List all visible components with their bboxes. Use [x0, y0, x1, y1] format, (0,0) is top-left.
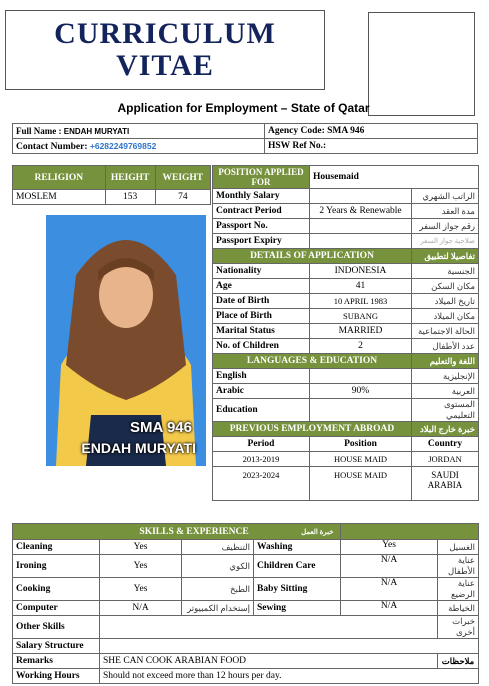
- contact-number: +6282249769852: [89, 140, 157, 151]
- weight-value: 74: [155, 190, 210, 205]
- language-ar: الإنجليزية: [412, 369, 479, 384]
- agency-code: Agency Code: SMA 946: [265, 124, 478, 139]
- salary-structure-label: Salary Structure: [13, 639, 100, 654]
- contract-period-label: Contract Period: [213, 204, 310, 219]
- working-hours-value: Should not exceed more than 12 hours per day.: [100, 669, 479, 684]
- language-label: Education: [213, 399, 310, 422]
- contract-period-ar: مدة العقد: [412, 204, 479, 219]
- skill-ar: الخياطة: [438, 601, 479, 616]
- info-table: [12, 123, 478, 154]
- skill-value: N/A: [341, 555, 438, 578]
- employment-country: JORDAN: [412, 452, 479, 467]
- skill-label: Ironing: [13, 555, 100, 578]
- detail-label: Nationality: [213, 264, 310, 279]
- detail-value: MARRIED: [310, 324, 412, 339]
- remarks-label: Remarks: [13, 654, 100, 669]
- employment-header: PREVIOUS EMPLOYMENT ABROAD: [213, 422, 412, 437]
- monthly-salary-ar: الراتب الشهري: [412, 189, 479, 204]
- height-value: 153: [105, 190, 155, 205]
- applicant-photo: [46, 215, 206, 466]
- detail-label: Marital Status: [213, 324, 310, 339]
- detail-label: Place of Birth: [213, 309, 310, 324]
- detail-ar: مكان الميلاد: [412, 309, 479, 324]
- language-value: 90%: [310, 384, 412, 399]
- detail-ar: الجنسية: [412, 264, 479, 279]
- full-name-cell: Full Name : ENDAH MURYATI: [13, 124, 265, 139]
- language-value: [310, 369, 412, 384]
- detail-value: 10 APRIL 1983: [310, 294, 412, 309]
- skill-label: Children Care: [254, 555, 341, 578]
- title-line2: VITAE: [116, 49, 214, 82]
- skill-value: N/A: [341, 601, 438, 616]
- detail-ar: مكان السكن: [412, 279, 479, 294]
- religion-value: MOSLEM: [13, 190, 106, 205]
- title-line1: CURRICULUM: [54, 17, 276, 50]
- right-table: [212, 165, 479, 501]
- employment-position: HOUSE MAID: [310, 467, 412, 501]
- details-header: DETAILS OF APPLICATION: [213, 249, 412, 264]
- skill-label: Washing: [254, 540, 341, 555]
- details-header-ar: تفاصيلا لتطبيق: [412, 249, 479, 264]
- skill-ar: الغسيل: [438, 540, 479, 555]
- employment-header-ar: خبرة خارج البلاد: [412, 422, 479, 437]
- languages-header-ar: اللغة والتعليم: [412, 354, 479, 369]
- skill-ar: عناية الرضيع: [438, 578, 479, 601]
- remarks-ar: ملاحظات: [438, 654, 479, 669]
- detail-value: INDONESIA: [310, 264, 412, 279]
- detail-label: Age: [213, 279, 310, 294]
- contact-cell: Contact Number: +6282249769852: [13, 139, 265, 154]
- employment-country: SAUDI ARABIA: [412, 467, 479, 501]
- skill-label: Cooking: [13, 578, 100, 601]
- weight-header: WEIGHT: [155, 166, 210, 190]
- passport-no-ar: رقم جواز السفر: [412, 219, 479, 234]
- photo-code: SMA 946: [130, 419, 192, 436]
- skill-label: Baby Sitting: [254, 578, 341, 601]
- subtitle: Application for Employment – State of Qatar: [117, 101, 370, 115]
- employment-position: HOUSE MAID: [310, 452, 412, 467]
- detail-ar: تاريخ الميلاد: [412, 294, 479, 309]
- employment-period: 2013-2019: [213, 452, 310, 467]
- detail-value: 2: [310, 339, 412, 354]
- full-name: ENDAH MURYATI: [63, 127, 130, 136]
- detail-ar: عدد الأطفال: [412, 339, 479, 354]
- detail-label: Date of Birth: [213, 294, 310, 309]
- skill-value: Yes: [100, 540, 182, 555]
- position-value: Housemaid: [310, 166, 479, 189]
- height-header: HEIGHT: [105, 166, 155, 190]
- passport-expiry-ar: صلاحية جواز السفر: [412, 234, 479, 249]
- contract-period-value: 2 Years & Renewable: [310, 204, 412, 219]
- skill-value: Yes: [100, 555, 182, 578]
- skill-value: Yes: [100, 578, 182, 601]
- col-country: Country: [412, 437, 479, 452]
- skill-label: Cleaning: [13, 540, 100, 555]
- language-label: English: [213, 369, 310, 384]
- skill-ar: الطبخ: [182, 578, 254, 601]
- skill-value: N/A: [341, 578, 438, 601]
- language-ar: المستوى التعليمي: [412, 399, 479, 422]
- other-skills-ar: خبرات أخرى: [438, 616, 479, 639]
- languages-header: LANGUAGES & EDUCATION: [213, 354, 412, 369]
- skill-label: Sewing: [254, 601, 341, 616]
- passport-expiry-label: Passport Expiry: [213, 234, 310, 249]
- detail-ar: الحالة الاجتماعية: [412, 324, 479, 339]
- language-value: [310, 399, 412, 422]
- remarks-value: SHE CAN COOK ARABIAN FOOD: [100, 654, 438, 669]
- skill-ar: التنظيف: [182, 540, 254, 555]
- skill-value: N/A: [100, 601, 182, 616]
- detail-label: No. of Children: [213, 339, 310, 354]
- language-label: Arabic: [213, 384, 310, 399]
- col-position: Position: [310, 437, 412, 452]
- skill-ar: عناية الأطفال: [438, 555, 479, 578]
- skills-table: [12, 523, 479, 684]
- religion-header: RELIGION: [13, 166, 106, 190]
- skill-label: Computer: [13, 601, 100, 616]
- skills-header: SKILLS & EXPERIENCE خبرة العمل: [13, 524, 341, 540]
- detail-value: SUBANG: [310, 309, 412, 324]
- passport-no-label: Passport No.: [213, 219, 310, 234]
- other-skills-label: Other Skills: [13, 616, 100, 639]
- detail-value: 41: [310, 279, 412, 294]
- religion-table: [12, 165, 211, 205]
- hsw-ref: HSW Ref No.:: [265, 139, 478, 154]
- monthly-salary-label: Monthly Salary: [213, 189, 310, 204]
- employment-period: 2023-2024: [213, 467, 310, 501]
- position-header: POSITION APPLIED FOR: [213, 166, 310, 189]
- col-period: Period: [213, 437, 310, 452]
- skill-ar: إستخدام الكمبيوتر: [182, 601, 254, 616]
- title-box: [5, 10, 325, 90]
- photo-name: ENDAH MURYATI: [81, 440, 196, 456]
- working-hours-label: Working Hours: [13, 669, 100, 684]
- skill-ar: الكوي: [182, 555, 254, 578]
- language-ar: العربية: [412, 384, 479, 399]
- skill-value: Yes: [341, 540, 438, 555]
